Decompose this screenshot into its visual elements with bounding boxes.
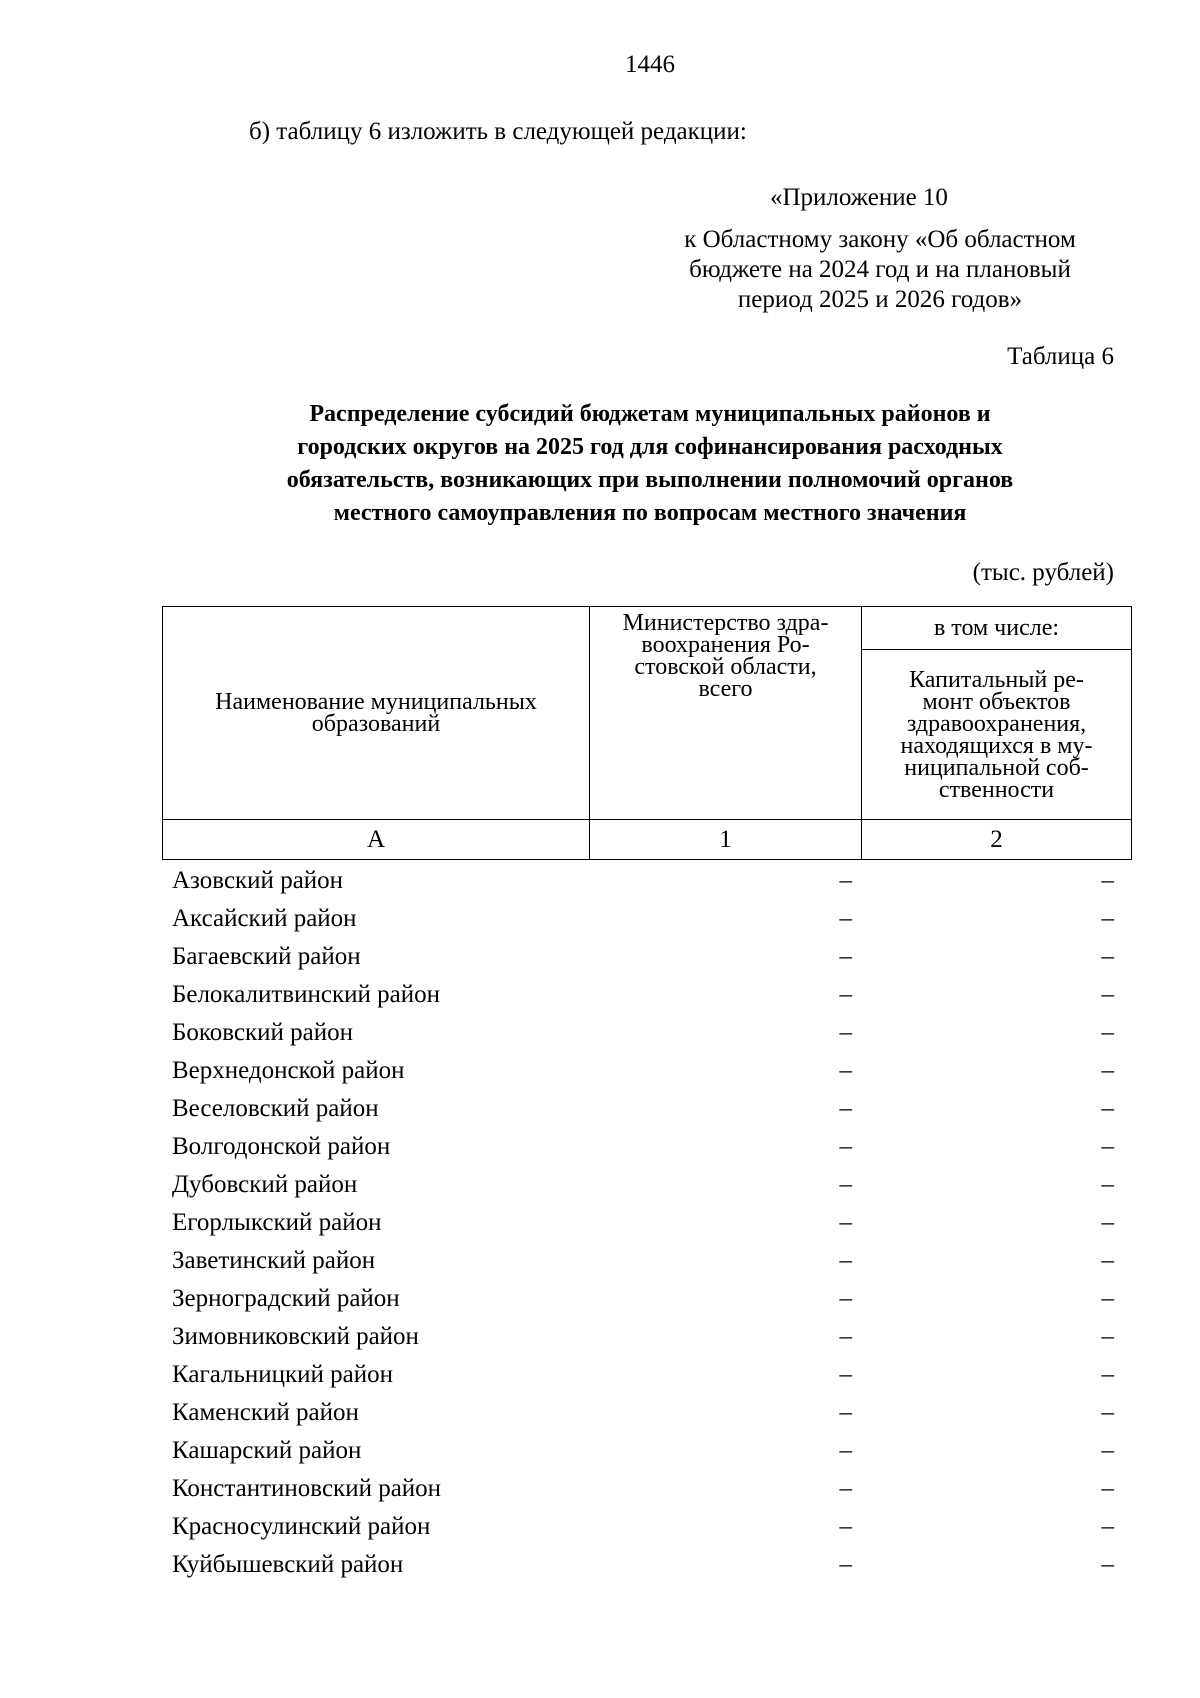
row-total: – [839, 1437, 852, 1464]
row-total: – [839, 981, 852, 1008]
row-total: – [839, 1361, 852, 1388]
header-name-line: Наименование муниципальных [215, 689, 537, 715]
row-total: – [839, 1399, 852, 1426]
row-name: Красносулинский район [172, 1513, 431, 1540]
header-repair-line: находящихся в му- [900, 732, 1093, 759]
header-total-cell [590, 612, 861, 812]
header-repair-line: монт объектов [922, 688, 1071, 715]
row-total: – [839, 1285, 852, 1312]
table-body [0, 862, 1200, 1584]
header-total-line: стовской области, [634, 654, 817, 680]
annex-ref-line: к Областному закону «Об областном [684, 226, 1076, 253]
table-row [0, 1280, 1200, 1318]
header-total-line: всего [698, 676, 753, 702]
row-total: – [839, 1551, 852, 1578]
document-title [150, 398, 1150, 530]
row-repair: – [1101, 1057, 1114, 1084]
row-total: – [839, 943, 852, 970]
intro-text: б) таблицу 6 изложить в следующей редакции: [249, 118, 747, 145]
table-row [0, 1470, 1200, 1508]
annex-reference [630, 225, 1130, 315]
table-label: Таблица 6 [1007, 343, 1114, 370]
title-line: Распределение субсидий бюджетам муниципальных районов и [309, 401, 991, 427]
row-name: Зимовниковский район [172, 1323, 419, 1350]
table-row [0, 938, 1200, 976]
row-name: Багаевский район [172, 943, 361, 970]
row-repair: – [1101, 1133, 1114, 1160]
row-repair: – [1101, 1513, 1114, 1540]
row-name: Куйбышевский район [172, 1551, 404, 1578]
header-repair-line: ниципальной соб- [904, 754, 1089, 781]
header-repair-line: здравоохранения, [906, 710, 1087, 737]
table-row [0, 1128, 1200, 1166]
row-name: Азовский район [172, 867, 344, 894]
row-repair: – [1101, 1019, 1114, 1046]
row-repair: – [1101, 1399, 1114, 1426]
row-name: Константиновский район [172, 1475, 442, 1502]
title-line: обязательств, возникающих при выполнении полномочий органов [286, 467, 1014, 493]
row-name: Волгодонской район [172, 1133, 391, 1160]
header-including-text: в том числе: [933, 615, 1060, 641]
row-name: Зерноградский район [172, 1285, 400, 1312]
row-repair: – [1101, 1285, 1114, 1312]
table-row [0, 1356, 1200, 1394]
annex-title: «Приложение 10 [770, 184, 948, 211]
row-total: – [839, 1019, 852, 1046]
table-row [0, 1090, 1200, 1128]
col-label-a: А [366, 825, 386, 853]
row-name: Аксайский район [172, 905, 357, 932]
header-repair-cell [862, 650, 1131, 819]
row-name: Белокалитвинский район [172, 981, 440, 1008]
row-repair: – [1101, 981, 1114, 1008]
table-row [0, 976, 1200, 1014]
table-row [0, 1432, 1200, 1470]
row-total: – [839, 1475, 852, 1502]
table-row [0, 1166, 1200, 1204]
header-repair-line: ственности [938, 776, 1055, 803]
page-number: 1446 [625, 51, 675, 78]
table-row [0, 1318, 1200, 1356]
row-name: Кашарский район [172, 1437, 362, 1464]
row-total: – [839, 1095, 852, 1122]
row-repair: – [1101, 905, 1114, 932]
row-name: Верхнедонской район [172, 1057, 405, 1084]
row-repair: – [1101, 1171, 1114, 1198]
row-repair: – [1101, 943, 1114, 970]
units-label: (тыс. рублей) [972, 559, 1114, 586]
row-total: – [839, 1209, 852, 1236]
table-row [0, 1242, 1200, 1280]
col-label-2: 2 [990, 825, 1003, 853]
row-total: – [839, 1247, 852, 1274]
table-row [0, 1014, 1200, 1052]
row-name: Веселовский район [172, 1095, 379, 1122]
row-total: – [839, 1513, 852, 1540]
header-total-line: Министерство здра- [622, 610, 829, 636]
header-total-line: воохранения Ро- [641, 632, 810, 658]
row-name: Заветинский район [172, 1247, 376, 1274]
title-line: городских округов на 2025 год для софинансирования расходных [297, 434, 1003, 460]
col-label-1: 1 [719, 825, 732, 853]
row-name: Дубовский район [172, 1171, 358, 1198]
header-repair-line: Капитальный ре- [909, 666, 1084, 693]
row-repair: – [1101, 867, 1114, 894]
table-row [0, 1546, 1200, 1584]
grid-line [1131, 606, 1132, 860]
title-line: местного самоуправления по вопросам местного значения [333, 500, 967, 526]
row-name: Егорлыкский район [172, 1209, 382, 1236]
header-name-cell [163, 607, 589, 819]
table-row [0, 1508, 1200, 1546]
row-repair: – [1101, 1361, 1114, 1388]
row-repair: – [1101, 1551, 1114, 1578]
row-repair: – [1101, 1437, 1114, 1464]
row-name: Кагальницкий район [172, 1361, 394, 1388]
row-repair: – [1101, 1323, 1114, 1350]
row-repair: – [1101, 1209, 1114, 1236]
row-name: Каменский район [172, 1399, 359, 1426]
row-total: – [839, 1323, 852, 1350]
row-total: – [839, 1171, 852, 1198]
row-total: – [839, 905, 852, 932]
table-row [0, 900, 1200, 938]
annex-ref-line: период 2025 и 2026 годов» [737, 286, 1023, 313]
annex-ref-line: бюджете на 2024 год и на плановый [689, 256, 1071, 283]
table-row [0, 1394, 1200, 1432]
table-row [0, 1204, 1200, 1242]
row-total: – [839, 1057, 852, 1084]
row-name: Боковский район [172, 1019, 353, 1046]
row-total: – [839, 867, 852, 894]
header-name-line: образований [311, 711, 441, 737]
row-repair: – [1101, 1095, 1114, 1122]
row-total: – [839, 1133, 852, 1160]
grid-line [162, 859, 1132, 860]
table-row [0, 862, 1200, 900]
header-including-cell [862, 607, 1131, 649]
row-repair: – [1101, 1475, 1114, 1502]
row-repair: – [1101, 1247, 1114, 1274]
table-row [0, 1052, 1200, 1090]
